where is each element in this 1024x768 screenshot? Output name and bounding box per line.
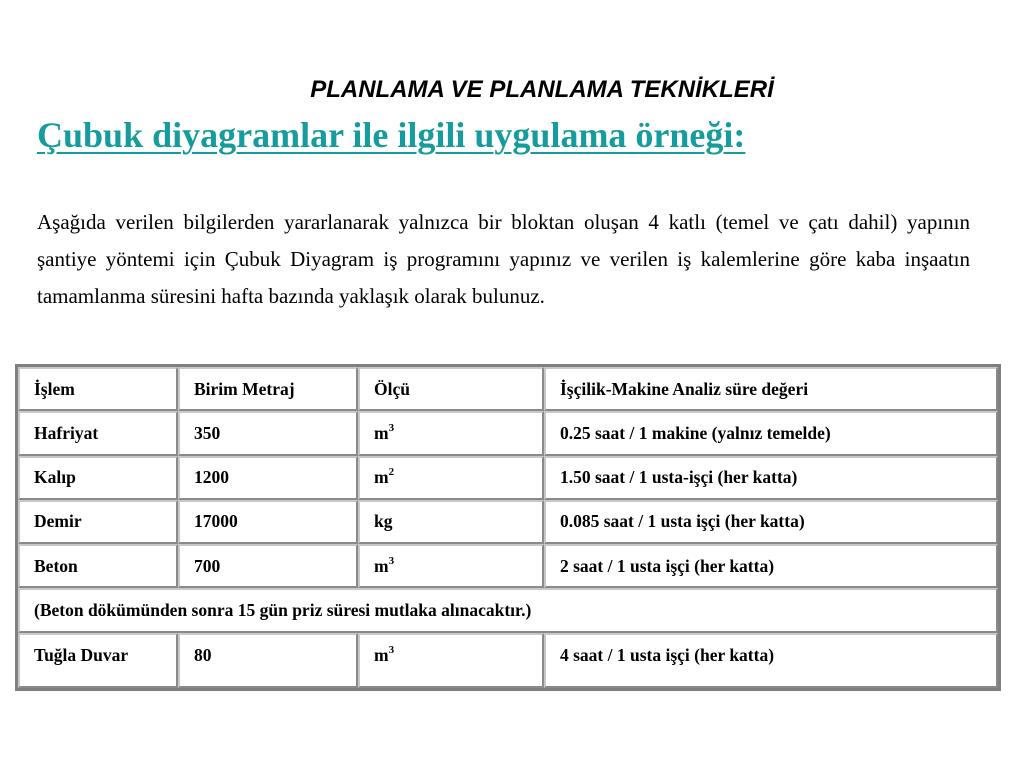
table-header-row [18,367,998,411]
unit-base: kg [374,511,393,532]
header-analiz-sure: İşçilik-Makine Analiz süre değeri [544,367,998,411]
cell-note: (Beton dökümünden sonra 15 gün priz süresi mutlaka alınacaktır.) [18,588,998,632]
unit-base: m [374,644,389,665]
header-islem: İşlem [18,367,178,411]
cell-islem: Hafriyat [18,411,178,455]
cell-sure: 2 saat / 1 usta işçi (her katta) [544,544,998,588]
table-row [18,500,998,544]
unit-exponent: 3 [388,422,395,435]
table-row [18,411,998,455]
unit-exponent: 2 [388,466,395,479]
cell-sure: 0.085 saat / 1 usta işçi (her katta) [544,500,998,544]
cell-sure: 0.25 saat / 1 makine (yalnız temelde) [544,411,998,455]
table-row [18,456,998,500]
slide-heading: PLANLAMA VE PLANLAMA TEKNİKLERİ [310,76,774,103]
cell-sure: 4 saat / 1 usta işçi (her katta) [544,633,998,688]
cell-metraj: 80 [178,633,358,688]
cell-metraj: 350 [178,411,358,455]
unit-base: m [374,422,389,443]
unit-base: m [374,467,389,488]
table-row [18,544,998,588]
unit-base: m [374,555,389,576]
cell-metraj: 17000 [178,500,358,544]
intro-paragraph: Aşağıda verilen bilgilerden yararlanarak yalnızca bir bloktan oluşan 4 katlı (temel ve çatı dahil) yapının şantiye yöntemi için Çubuk Diyagram iş programını yapınız ve verilen iş kalemlerine göre kaba inşaatın tamamlanma süresini hafta bazında yaklaşık olarak bulunuz. [37,210,970,308]
cell-metraj: 1200 [178,456,358,500]
header-birim-metraj: Birim Metraj [178,367,358,411]
cell-islem: Tuğla Duvar [18,633,178,688]
cell-unit [358,544,544,588]
unit-exponent: 3 [388,554,395,567]
cell-sure: 1.50 saat / 1 usta-işçi (her katta) [544,456,998,500]
cell-unit [358,411,544,455]
cell-islem: Kalıp [18,456,178,500]
cell-unit [358,500,544,544]
table-row [18,633,998,688]
cell-islem: Demir [18,500,178,544]
slide-subtitle: Çubuk diyagramlar ile ilgili uygulama örneği: [37,115,746,155]
cell-islem: Beton [18,544,178,588]
cell-unit [358,633,544,688]
cell-unit [358,456,544,500]
table-note-row [18,588,998,632]
header-olcu: Ölçü [358,367,544,411]
cell-metraj: 700 [178,544,358,588]
unit-exponent: 3 [388,643,395,656]
operations-table [15,364,1001,691]
